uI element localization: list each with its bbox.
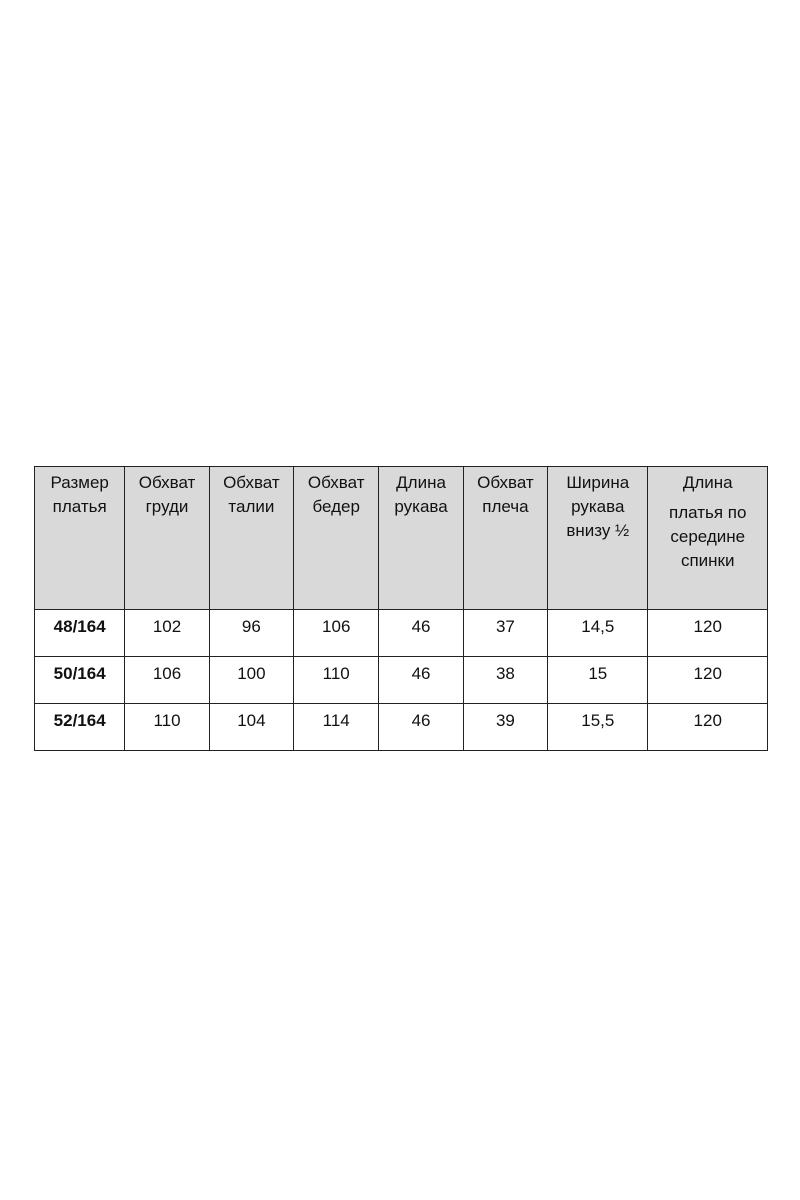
header-text: талии	[228, 497, 275, 516]
header-text: внизу ½	[566, 521, 630, 540]
header-text: бедер	[312, 497, 360, 516]
header-text: середине	[670, 527, 746, 546]
table-row	[35, 610, 768, 657]
header-shoulder	[463, 467, 547, 610]
table-cell: 15	[548, 657, 648, 704]
header-row	[35, 467, 768, 610]
header-waist	[209, 467, 293, 610]
header-text: рукава	[571, 497, 625, 516]
size-cell: 50/164	[35, 657, 125, 704]
header-text: Длина	[396, 473, 446, 492]
header-text: груди	[145, 497, 189, 516]
size-cell: 52/164	[35, 704, 125, 751]
header-text: спинки	[680, 551, 735, 570]
table-row	[35, 704, 768, 751]
table-cell: 110	[125, 704, 209, 751]
table-cell: 104	[209, 704, 293, 751]
table-cell: 110	[294, 657, 379, 704]
header-sleeve-length	[379, 467, 463, 610]
header-text: Обхват	[477, 473, 534, 492]
table-cell: 100	[209, 657, 293, 704]
header-hips	[294, 467, 379, 610]
table-cell: 102	[125, 610, 209, 657]
header-text: рукава	[394, 497, 448, 516]
table-cell: 15,5	[548, 704, 648, 751]
header-text: Размер	[50, 473, 109, 492]
header-text: Обхват	[307, 473, 365, 492]
header-text: Ширина	[566, 473, 630, 492]
header-sleeve-width	[548, 467, 648, 610]
table-cell: 106	[125, 657, 209, 704]
table-cell: 114	[294, 704, 379, 751]
header-size	[35, 467, 125, 610]
header-chest	[125, 467, 209, 610]
table-header	[35, 467, 768, 610]
table-cell: 46	[379, 610, 463, 657]
table-cell: 120	[648, 657, 768, 704]
table-body	[35, 610, 768, 751]
size-cell: 48/164	[35, 610, 125, 657]
header-text: Обхват	[138, 473, 196, 492]
table-row	[35, 657, 768, 704]
table-cell: 37	[463, 610, 547, 657]
table-cell: 120	[648, 704, 768, 751]
header-text: Длина	[682, 473, 733, 492]
table-cell: 14,5	[548, 610, 648, 657]
size-chart-table	[34, 466, 768, 751]
header-dress-length	[648, 467, 768, 610]
table-cell: 39	[463, 704, 547, 751]
table-cell: 106	[294, 610, 379, 657]
table-cell: 46	[379, 657, 463, 704]
table-cell: 38	[463, 657, 547, 704]
header-text: плеча	[482, 497, 529, 516]
table-cell: 46	[379, 704, 463, 751]
table-cell: 96	[209, 610, 293, 657]
header-text: платья	[52, 497, 107, 516]
table-cell: 120	[648, 610, 768, 657]
header-text: платья по	[669, 503, 747, 522]
header-text: Обхват	[223, 473, 280, 492]
